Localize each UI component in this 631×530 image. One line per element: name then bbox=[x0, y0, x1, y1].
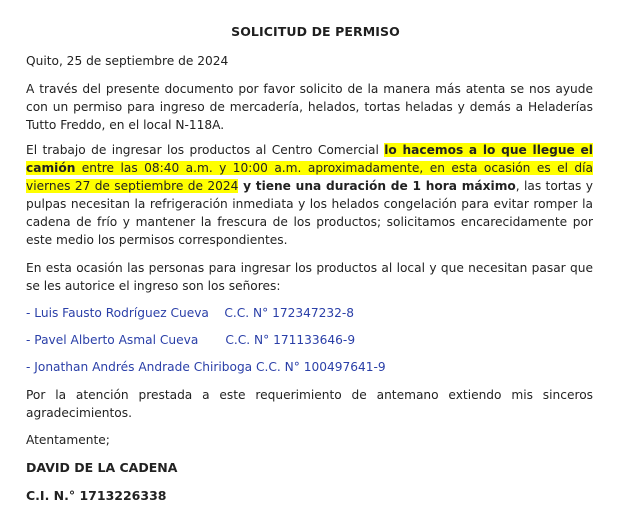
person-list-item: - Pavel Alberto Asmal Cueva C.C. N° 171133646-9 bbox=[26, 333, 356, 347]
schedule-text-bold-highlight: lo hacemos a lo que llegue el camión bbox=[26, 143, 593, 175]
signer-name: DAVID DE LA CADENA bbox=[26, 460, 178, 475]
paragraph-thanks: Por la atención prestada a este requerimiento de antemano extiendo mis sinceros agradecimientos. bbox=[26, 388, 593, 420]
paragraph-people-intro: En esta ocasión las personas para ingresar los productos al local y que necesitan pasar que se les autorice el ingreso son los señores: bbox=[26, 261, 593, 293]
paragraph-schedule bbox=[26, 141, 593, 249]
person-list-item: - Jonathan Andrés Andrade Chiriboga C.C. N° 100497641-9 bbox=[26, 360, 386, 374]
schedule-text-duration: y tiene una duración de 1 hora máximo bbox=[238, 179, 516, 193]
person-list-item: - Luis Fausto Rodríguez Cueva C.C. N° 172347232-8 bbox=[26, 306, 355, 320]
document-title: SOLICITUD DE PERMISO bbox=[231, 24, 400, 39]
date-line: Quito, 25 de septiembre de 2024 bbox=[26, 54, 229, 68]
schedule-text-rest: , las tortas y pulpas necesitan la refrigeración inmediata y los helados congelación para evitar romper la cadena de frío y mantener la frescura de los productos; solicitamos encarecidamente por este medio los permisos correspondientes. bbox=[26, 179, 593, 247]
paragraph-request: A través del presente documento por favor solicito de la manera más atenta se nos ayude con un permiso para ingreso de mercadería, helados, tortas heladas y demás a Heladerías Tutto Freddo, en el local N-118A. bbox=[26, 82, 593, 132]
signer-id: C.I. N.° 1713226338 bbox=[26, 488, 167, 503]
schedule-text-highlight: entre las 08:40 a.m. y 10:00 a.m. aproximadamente, en esta ocasión es el día viernes 27 de septiembre de 2024 bbox=[26, 161, 593, 193]
schedule-text-part1: El trabajo de ingresar los productos al Centro Comercial bbox=[26, 143, 385, 157]
closing-line: Atentamente; bbox=[26, 433, 110, 447]
